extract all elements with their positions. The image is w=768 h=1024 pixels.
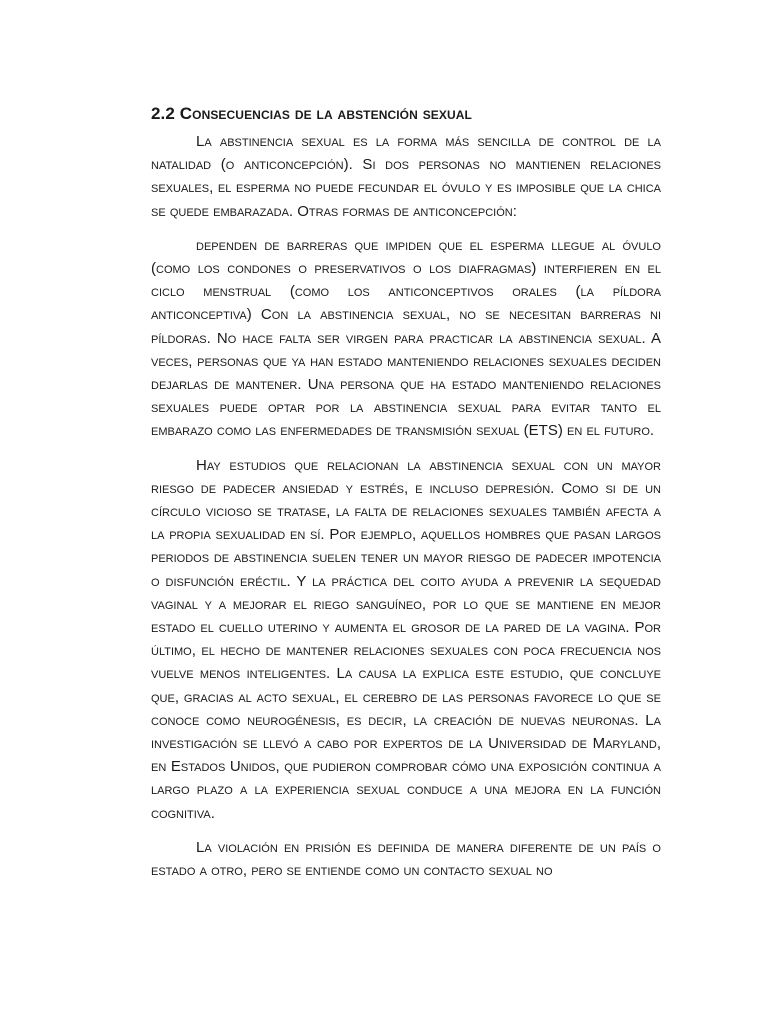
paragraph-prison-rape: La violación en prisión es definida de manera diferente de un país o estado a otro, pero se entiende como un contacto sexual no <box>151 838 661 880</box>
paragraph-abstinence-definition: La abstinencia sexual es la forma más sencilla de control de la natalidad (o anticoncepción). Si dos personas no mantienen relaciones sexuales, el esperma no puede fecundar el óvulo y es imposible que la chica se quede embarazada. Otras formas de anticoncepción: <box>151 133 661 220</box>
document-page <box>151 102 661 882</box>
paragraph-studies: Hay estudios que relacionan la abstinencia sexual con un mayor riesgo de padecer ansiedad y estrés, e incluso depresión. Como si de un círculo vicioso se tratase, la falta de relaciones sexuales también afecta a la propia sexualidad en sí. Por ejemplo, aquellos hombres que pasan largos periodos de abstinencia suelen tener un mayor riesgo de padecer impotencia o disfunción eréctil. Y la práctica del coito ayuda a prevenir la sequedad vaginal y a mejorar el riego sanguíneo, por lo que se mantiene en mejor estado el cuello uterino y aumenta el grosor de la pared de la vagina. Por último, el hecho de mantener relaciones sexuales con poca frecuencia nos vuelve menos inteligentes. La causa la explica este estudio, que concluye que, gracias al acto sexual, el cerebro de las personas favorece lo que se conoce como neurogénesis, es decir, la creación de nuevas neuronas. La investigación se llevó a cabo por expertos de la Universidad de Maryland, en Estados Unidos, que pudieron comprobar cómo una exposición continua a largo plazo a la experiencia sexual conduce a una mejora en la función cognitiva. <box>151 456 661 822</box>
paragraph-contraception-methods: dependen de barreras que impiden que el esperma llegue al óvulo (como los condones o preservativos o los diafragmas) interfieren en el ciclo menstrual (como los anticonceptivos orales (la píldora anticonceptiva) Con la abstinencia sexual, no se necesitan barreras ni píldoras. No hace falta ser virgen para practicar la abstinencia sexual. A veces, personas que ya han estado manteniendo relaciones sexuales deciden dejarlas de mantener. Una persona que ha estado manteniendo relaciones sexuales puede optar por la abstinencia sexual para evitar tanto el embarazo como las enfermedades de transmisión sexual (ETS) en el futuro. <box>151 236 661 440</box>
section-heading: 2.2 Consecuencias de la abstención sexual <box>151 104 472 123</box>
